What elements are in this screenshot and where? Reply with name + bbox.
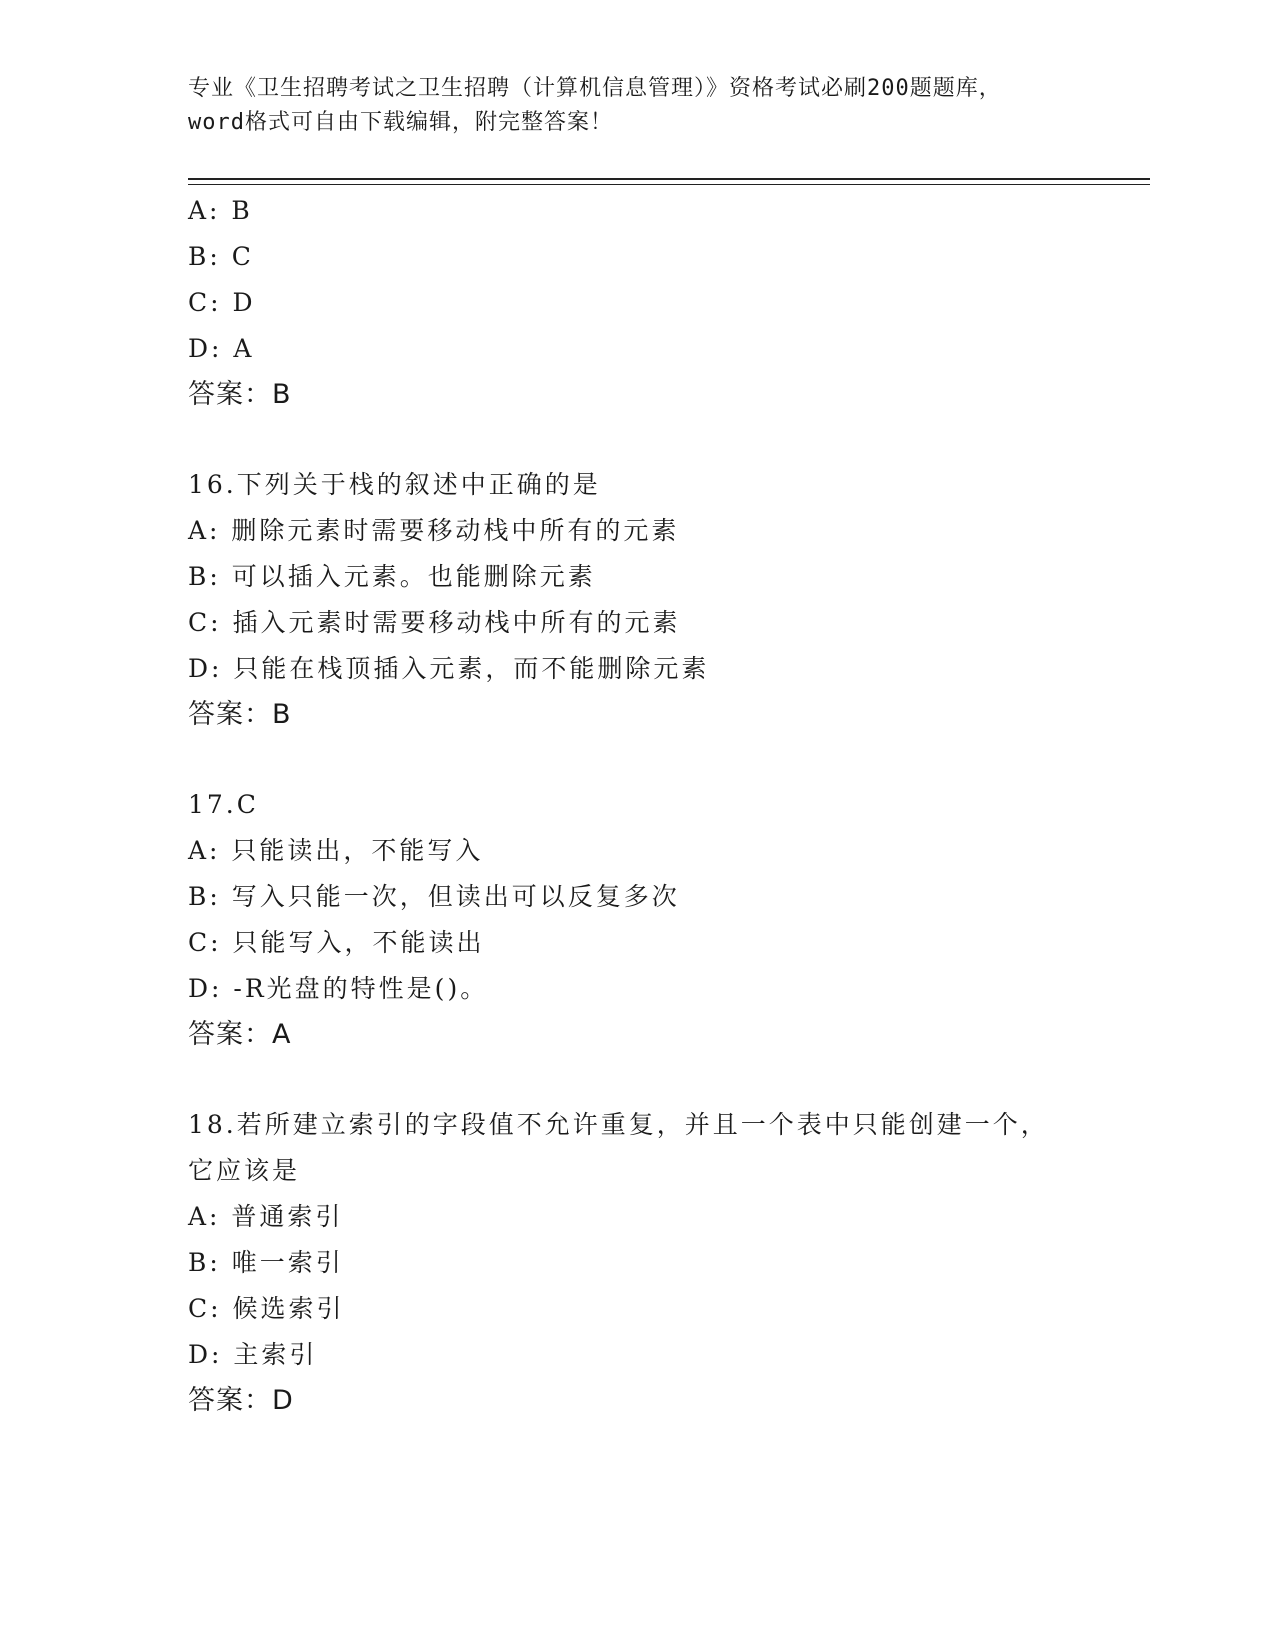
header-line-2: word格式可自由下载编辑，附完整答案！: [188, 110, 613, 135]
question-stem-line-1: 18.若所建立索引的字段值不允许重复，并且一个表中只能创建一个，: [188, 1110, 1049, 1139]
option-d: D: -R光盘的特性是()。: [188, 974, 489, 1003]
option-a: A: B: [188, 196, 253, 225]
question-stem: 16.下列关于栈的叙述中正确的是: [188, 470, 601, 499]
option-a: A: 只能读出，不能写入: [188, 836, 484, 865]
option-c: C: 只能写入，不能读出: [188, 928, 485, 957]
answer-line: 答案：B: [188, 699, 292, 730]
option-c: C: D: [188, 288, 256, 317]
spacer: [188, 1058, 1148, 1102]
header-line-1: 专业《卫生招聘考试之卫生招聘（计算机信息管理）》资格考试必刷200题题库，: [188, 76, 1002, 101]
spacer: [188, 418, 1148, 462]
option-d: D: A: [188, 334, 255, 363]
header-rule-thick: [188, 178, 1150, 180]
answer-line: 答案：A: [188, 1019, 292, 1050]
question-stem: 17.C: [188, 790, 259, 819]
question-block-17: [188, 782, 1148, 1058]
question-stem-line-2: 它应该是: [188, 1156, 301, 1185]
question-block-15-tail: [188, 188, 1148, 418]
option-b: B: 可以插入元素。也能删除元素: [188, 562, 596, 591]
question-block-16: [188, 462, 1148, 738]
option-d: D: 只能在栈顶插入元素，而不能删除元素: [188, 654, 710, 683]
option-c: C: 插入元素时需要移动栈中所有的元素: [188, 608, 681, 637]
header-rule-thin: [188, 184, 1150, 185]
option-a: A: 普通索引: [188, 1202, 344, 1231]
option-a: A: 删除元素时需要移动栈中所有的元素: [188, 516, 680, 545]
option-d: D: 主索引: [188, 1340, 318, 1369]
document-body: [188, 188, 1148, 1424]
option-b: B: 唯一索引: [188, 1248, 344, 1277]
question-block-18: [188, 1102, 1148, 1424]
answer-line: 答案：B: [188, 379, 292, 410]
spacer: [188, 738, 1148, 782]
answer-line: 答案：D: [188, 1385, 294, 1416]
option-b: B: C: [188, 242, 254, 271]
document-header: [188, 72, 1088, 140]
option-b: B: 写入只能一次，但读出可以反复多次: [188, 882, 680, 911]
option-c: C: 候选索引: [188, 1294, 345, 1323]
